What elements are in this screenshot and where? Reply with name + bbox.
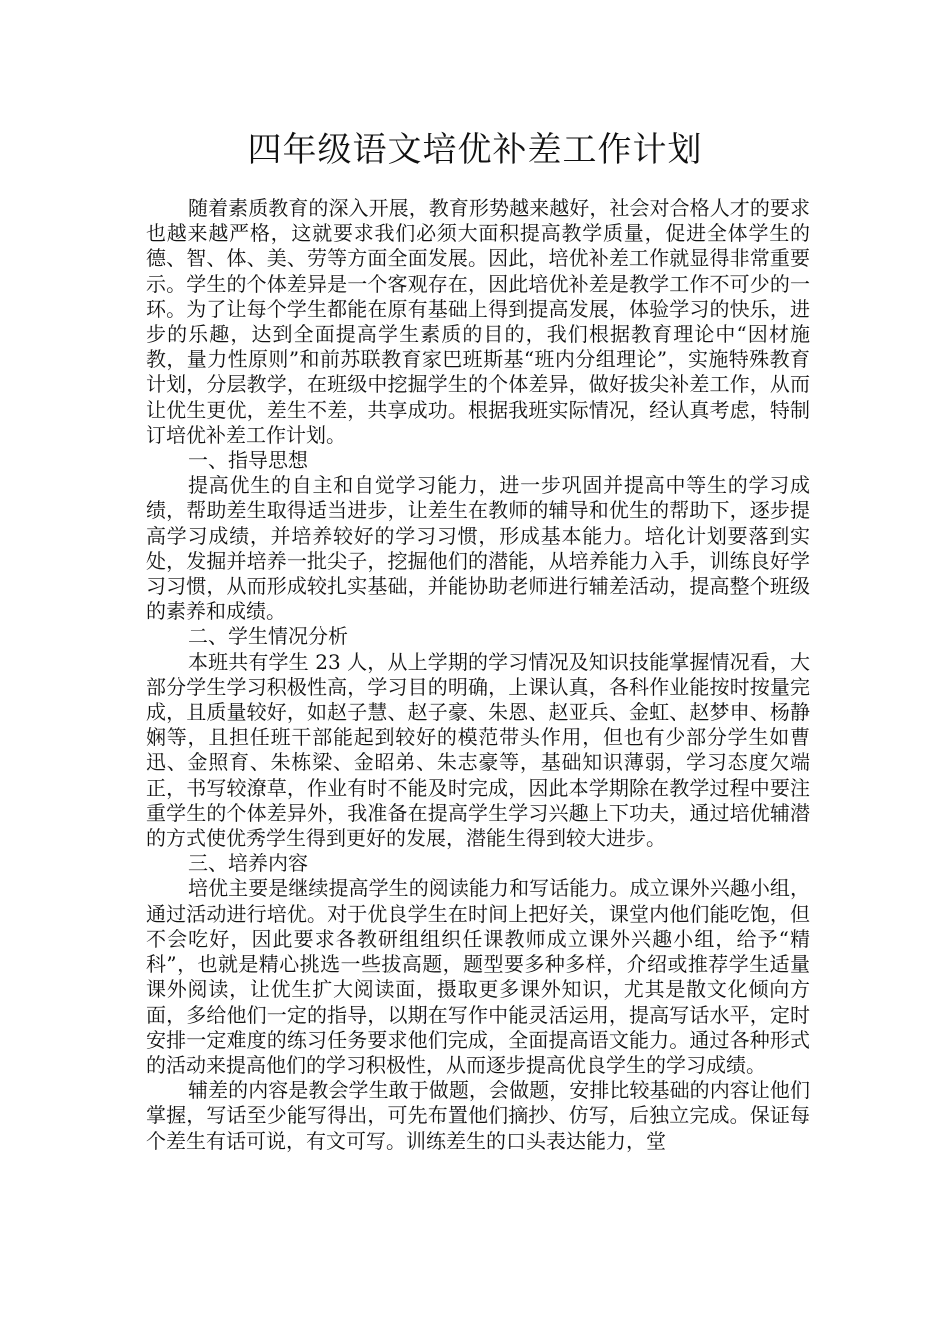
section-heading-guiding-thought: 一、指导思想 <box>188 448 308 473</box>
document-title: 四年级语文培优补差工作计划 <box>247 130 703 170</box>
guiding-thought-paragraph: 提高优生的自主和自觉学习能力，进一步巩固并提高中等生的学习成绩，帮助差生取得适当进步，让差生在教师的辅导和优生的帮助下，逐步提高学习成绩，并培养较好的学习习惯，形成基本能力。培化计划要落到实处，发掘并培养一批尖子，挖掘他们的潜能，从培养能力入手，训练良好学习习惯，从而形成较扎实基础，并能协助老师进行辅差活动，提高整个班级的素养和成绩。 <box>146 473 810 624</box>
training-content-paragraph-1: 培优主要是继续提高学生的阅读能力和写话能力。成立课外兴趣小组，通过活动进行培优。对于优良学生在时间上把好关，课堂内他们能吃饱，但不会吃好，因此要求各教研组组织任课教师成立课外兴趣小组，给予“精科”，也就是精心挑选一些拔高题，题型要多种多样，介绍或推荐学生适量课外阅读，让优生扩大阅读面，摄取更多课外知识，尤其是散文化倾向方面，多给他们一定的指导，以期在写作中能灵活运用，提高写话水平，定时安排一定难度的练习任务要求他们完成，全面提高语文能力。通过各种形式的活动来提高他们的学习积极性，从而逐步提高优良学生的学习成绩。 <box>146 876 810 1077</box>
section-heading-student-analysis: 二、学生情况分析 <box>188 624 348 649</box>
training-content-paragraph-2: 辅差的内容是教会学生敢于做题，会做题，安排比较基础的内容让他们掌握，写话至少能写得出，可先布置他们摘抄、仿写，后独立完成。保证每个差生有话可说，有文可写。训练差生的口头表达能力，堂 <box>146 1078 810 1153</box>
document-body <box>146 196 810 1154</box>
section-heading-training-content: 三、培养内容 <box>188 851 308 876</box>
student-analysis-paragraph: 本班共有学生 23 人，从上学期的学习情况及知识技能掌握情况看，大部分学生学习积极性高，学习目的明确，上课认真，各科作业能按时按量完成，且质量较好，如赵子慧、赵子豪、朱恩、赵亚兵、金虹、赵梦申、杨静娴等，且担任班干部能起到较好的模范带头作用，但也有少部分学生如曹迅、金照育、朱栋梁、金昭弟、朱志豪等，基础知识薄弱，学习态度欠端正，书写较潦草，作业有时不能及时完成，因此本学期除在教学过程中要注重学生的个体差异外，我准备在提高学生学习兴趣上下功夫，通过培优辅潜的方式使优秀学生得到更好的发展，潜能生得到较大进步。 <box>146 649 810 851</box>
intro-paragraph: 随着素质教育的深入开展，教育形势越来越好，社会对合格人才的要求也越来越严格，这就要求我们必须大面积提高教学质量，促进全体学生的德、智、体、美、劳等方面全面发展。因此，培优补差工作就显得非常重要示。学生的个体差异是一个客观存在，因此培优补差是教学工作不可少的一环。为了让每个学生都能在原有基础上得到提高发展，体验学习的快乐，进步的乐趣，达到全面提高学生素质的目的，我们根据教育理论中“因材施教，量力性原则”和前苏联教育家巴班斯基“班内分组理论”，实施特殊教育计划，分层教学，在班级中挖掘学生的个体差异，做好拔尖补差工作，从而让优生更优，差生不差，共享成功。根据我班实际情况，经认真考虑，特制订培优补差工作计划。 <box>146 196 810 447</box>
